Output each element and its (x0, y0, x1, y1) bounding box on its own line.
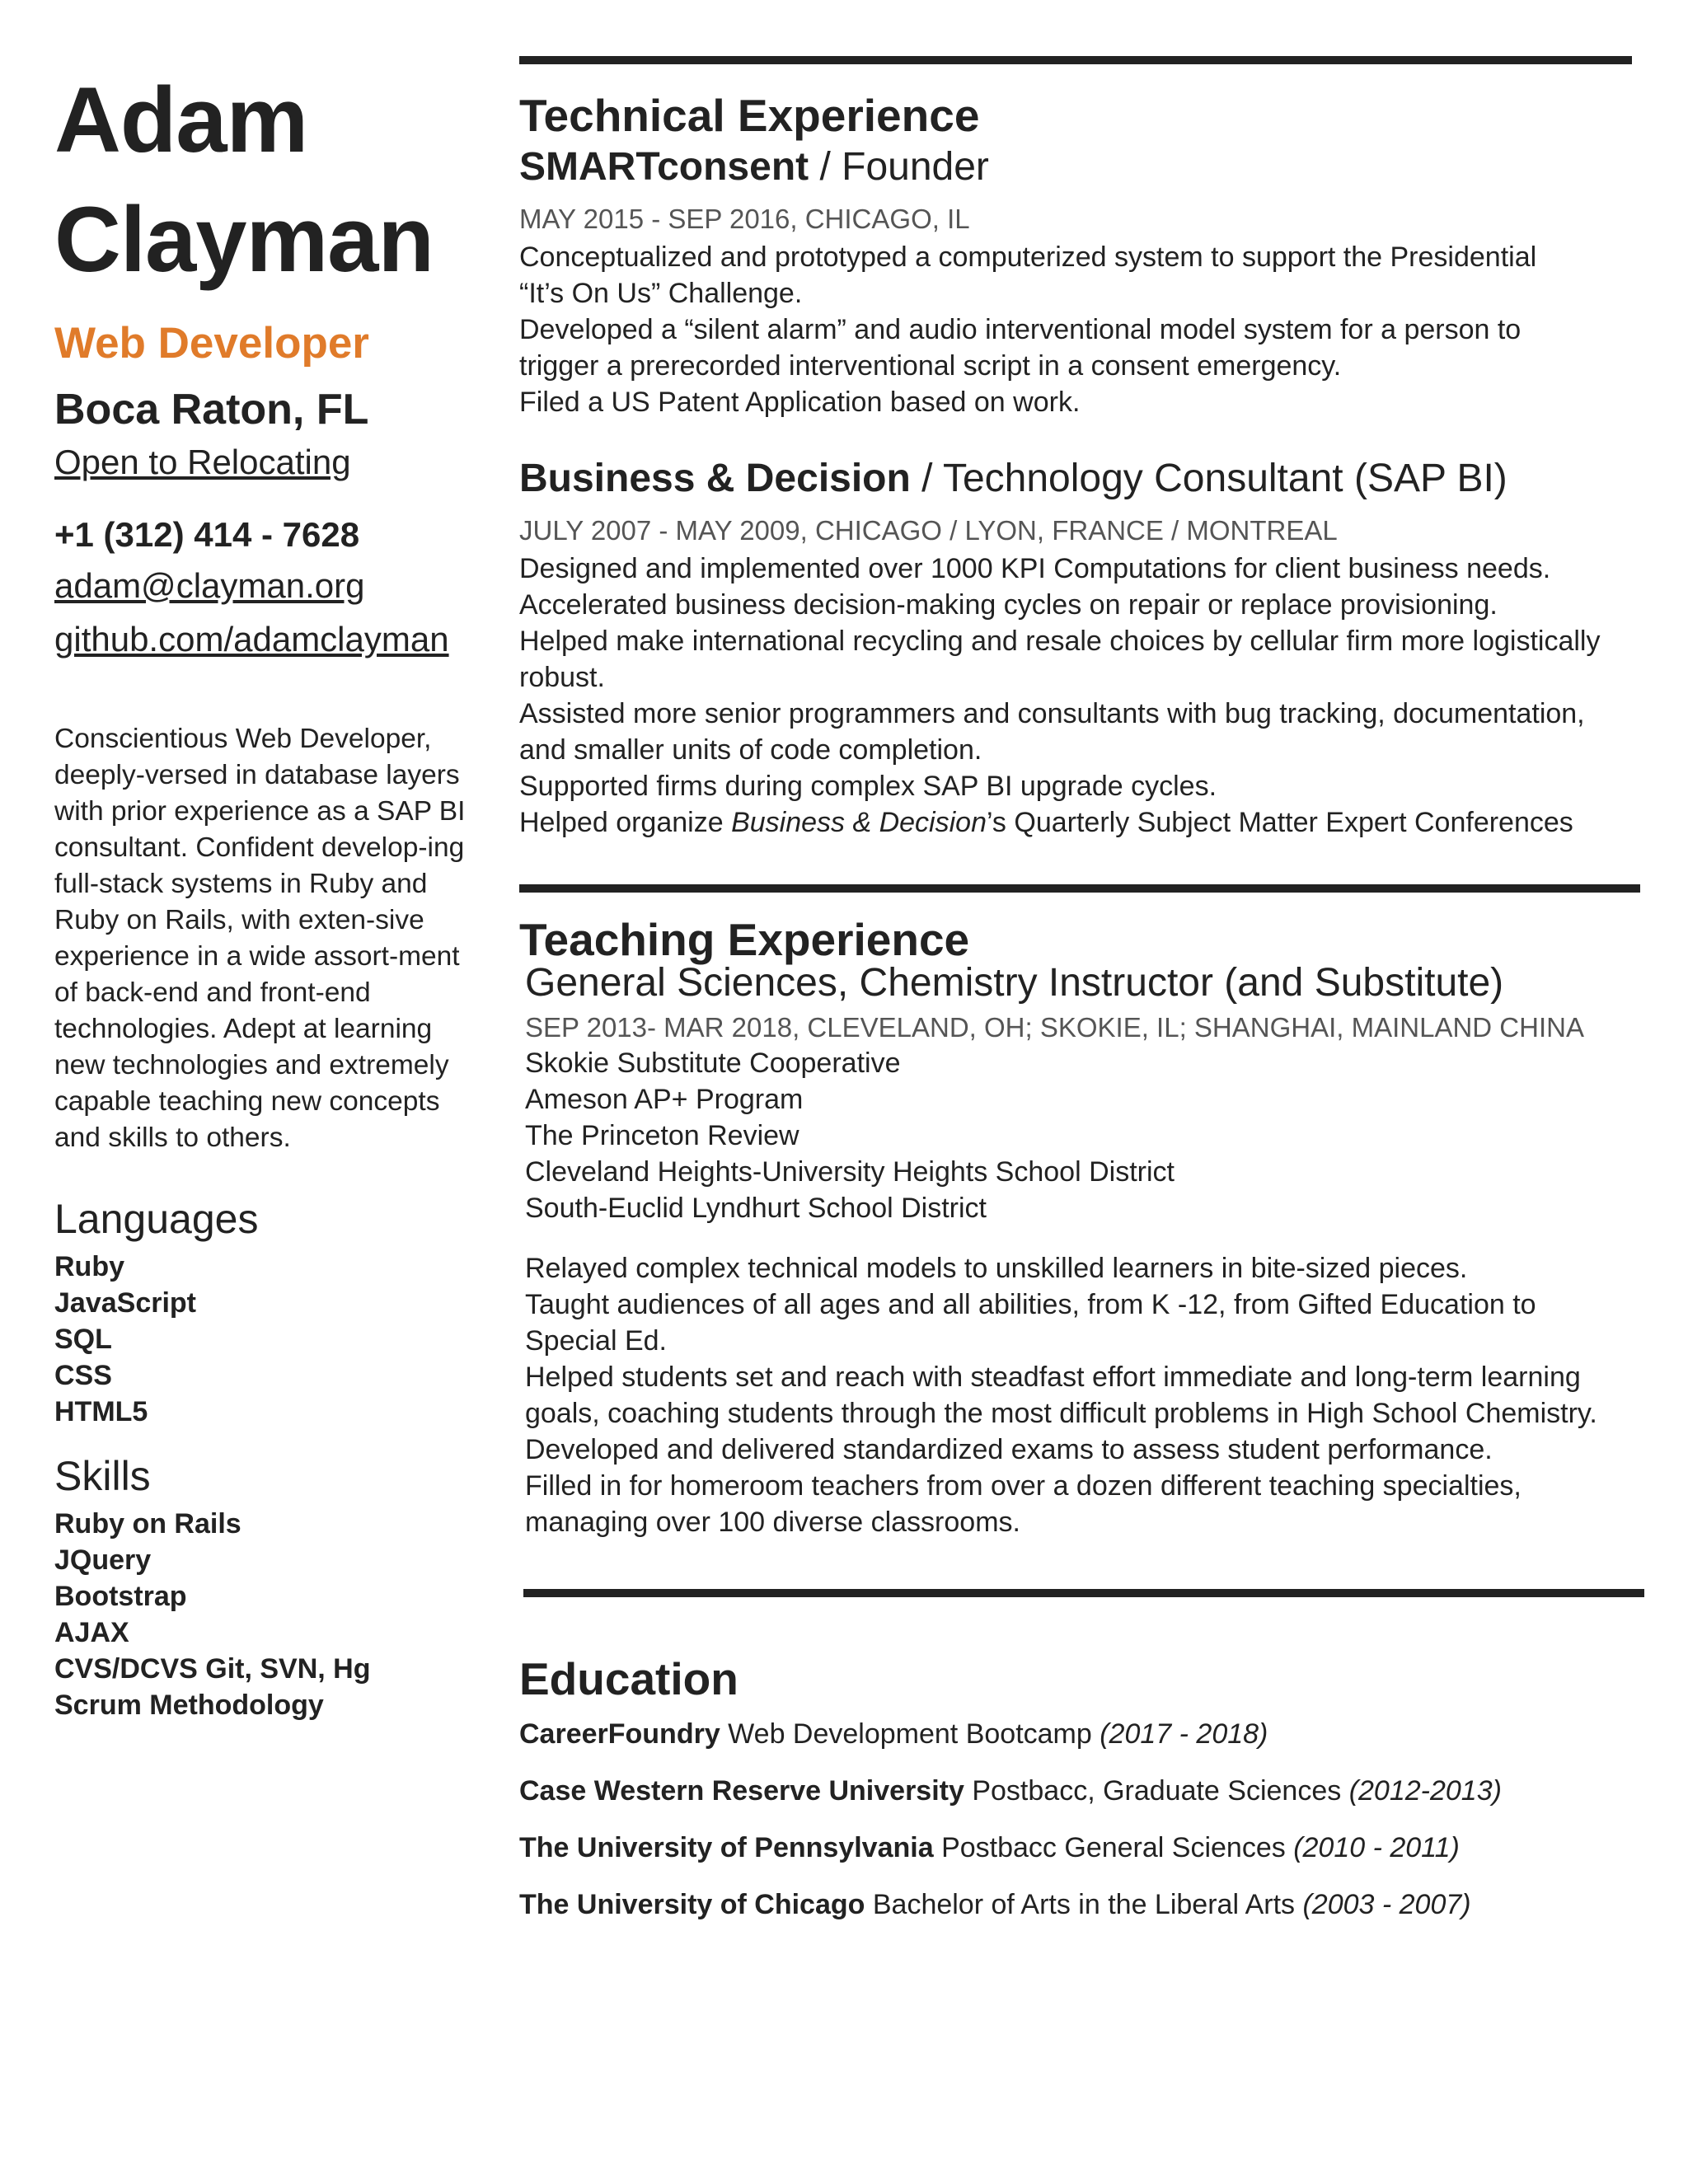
description-line: trigger a prerecorded interventional script in a consent emergency. (519, 350, 1342, 382)
teaching-experience-heading: Teaching Experience (519, 914, 970, 965)
language-item: HTML5 (54, 1396, 148, 1427)
education-item (519, 1775, 1502, 1807)
skill-item: CVS/DCVS Git, SVN, Hg (54, 1653, 371, 1685)
description-line: goals, coaching students through the most difficult problems in High School Chemistry. (525, 1398, 1597, 1429)
description-line: Helped students set and reach with steadfast effort immediate and long-term learning (525, 1361, 1581, 1393)
description-line: managing over 100 diverse classrooms. (525, 1507, 1020, 1538)
education-item (519, 1832, 1460, 1864)
job-heading (519, 144, 989, 190)
email-link[interactable]: adam@clayman.org (54, 566, 365, 605)
github-link[interactable]: github.com/adamclayman (54, 620, 449, 658)
language-item: SQL (54, 1324, 112, 1355)
languages-list (54, 1249, 196, 1430)
school-name: The University of Chicago (519, 1889, 865, 1920)
technical-experience-heading: Technical Experience (519, 90, 980, 141)
description-line: Designed and implemented over 1000 KPI Computations for client business needs. (519, 553, 1551, 584)
languages-heading: Languages (54, 1196, 259, 1242)
description-line: Special Ed. (525, 1325, 667, 1357)
education-heading: Education (519, 1653, 738, 1704)
employer-item: Skokie Substitute Cooperative (525, 1047, 901, 1079)
language-item: JavaScript (54, 1287, 196, 1319)
description-line (519, 804, 1632, 841)
skills-list (54, 1506, 371, 1723)
description-line: Filed a US Patent Application based on work. (519, 387, 1081, 418)
company-italic: Business & Decision (731, 807, 987, 838)
description-line: Conceptualized and prototyped a computerized system to support the Presidential (519, 241, 1537, 273)
first-name: Adam (54, 68, 308, 171)
education-years: (2012-2013) (1348, 1775, 1502, 1807)
description-line: Assisted more senior programmers and consultants with bug tracking, documentation, (519, 698, 1585, 729)
company-name: SMARTconsent (519, 145, 809, 189)
skill-item: Bootstrap (54, 1581, 187, 1612)
education-years: (2003 - 2007) (1302, 1889, 1471, 1920)
education-years: (2017 - 2018) (1100, 1718, 1268, 1750)
job-title: / Founder (809, 145, 989, 189)
education-item (519, 1718, 1268, 1750)
school-name: CareerFoundry (519, 1718, 720, 1750)
phone-number: +1 (312) 414 - 7628 (54, 515, 360, 554)
job-description (519, 551, 1632, 841)
education-years: (2010 - 2011) (1293, 1832, 1460, 1863)
skill-item: JQuery (54, 1544, 152, 1576)
description-line: Developed a “silent alarm” and audio interventional model system for a person to (519, 314, 1522, 345)
skill-item: Ruby on Rails (54, 1508, 241, 1540)
teaching-title: General Sciences, Chemistry Instructor (and Substitute) (525, 961, 1504, 1005)
line-suffix: ’s Quarterly Subject Matter Expert Conferences (986, 807, 1573, 838)
school-name: The University of Pennsylvania (519, 1832, 934, 1863)
program-name: Bachelor of Arts in the Liberal Arts (865, 1889, 1303, 1920)
program-name: Postbacc General Sciences (933, 1832, 1294, 1863)
description-line: Developed and delivered standardized exams to assess student performance. (525, 1434, 1493, 1465)
employer-item: South-Euclid Lyndhurt School District (525, 1193, 987, 1224)
profile-summary (54, 721, 483, 1156)
job-description (519, 239, 1624, 420)
description-line: robust. (519, 662, 605, 693)
program-name: Postbacc, Graduate Sciences (964, 1775, 1349, 1807)
job-title: / Technology Consultant (SAP BI) (910, 457, 1507, 500)
description-line: Accelerated business decision-making cycles on repair or replace provisioning. (519, 589, 1498, 621)
language-item: Ruby (54, 1251, 124, 1282)
program-name: Web Development Bootcamp (720, 1718, 1100, 1750)
line-prefix: Helped organize (519, 807, 732, 838)
section-divider (519, 56, 1632, 64)
employer-list (525, 1045, 1629, 1226)
description-line: “It’s On Us” Challenge. (519, 278, 803, 309)
teaching-description (525, 1250, 1646, 1540)
employer-item: Cleveland Heights-University Heights School District (525, 1156, 1175, 1188)
job-dates: MAY 2015 - SEP 2016, CHICAGO, IL (519, 204, 970, 234)
skill-item: AJAX (54, 1617, 129, 1648)
employer-item: Ameson AP+ Program (525, 1084, 804, 1115)
description-line: Filled in for homeroom teachers from over a dozen different teaching specialties, (525, 1470, 1522, 1502)
skill-item: Scrum Methodology (54, 1690, 324, 1721)
description-line: Relayed complex technical models to unskilled learners in bite-sized pieces. (525, 1253, 1468, 1284)
section-divider (519, 884, 1640, 893)
relocation-link[interactable]: Open to Relocating (54, 443, 351, 481)
description-line: Helped make international recycling and resale choices by cellular firm more logistically (519, 626, 1601, 657)
school-name: Case Western Reserve University (519, 1775, 964, 1807)
last-name: Clayman (54, 188, 434, 291)
language-item: CSS (54, 1360, 112, 1391)
location: Boca Raton, FL (54, 386, 369, 434)
company-name: Business & Decision (519, 457, 911, 500)
job-role: Web Developer (54, 319, 369, 368)
description-line: and smaller units of code completion. (519, 734, 982, 766)
employer-item: The Princeton Review (525, 1120, 799, 1151)
skills-heading: Skills (54, 1453, 151, 1499)
summary-text: Conscientious Web Developer, deeply-versed in database layers with prior experience as a SAP BI consultant. Confident develop-ing full-stack systems in Ruby and Ruby on Rails, with exten-sive experience in a wide assort-ment of back-end and front-end technologies. Adept at learning new technologies and extremely capable teaching new concepts and skills to others. (54, 724, 466, 1153)
education-item (519, 1889, 1471, 1921)
description-line: Taught audiences of all ages and all abilities, from K -12, from Gifted Education to (525, 1289, 1536, 1320)
section-divider (523, 1589, 1644, 1597)
job-heading (519, 456, 1507, 501)
job-dates: JULY 2007 - MAY 2009, CHICAGO / LYON, FRANCE / MONTREAL (519, 515, 1338, 546)
description-line: Supported firms during complex SAP BI upgrade cycles. (519, 771, 1217, 802)
teaching-dates: SEP 2013- MAR 2018, CLEVELAND, OH; SKOKIE, IL; SHANGHAI, MAINLAND CHINA (525, 1012, 1584, 1043)
